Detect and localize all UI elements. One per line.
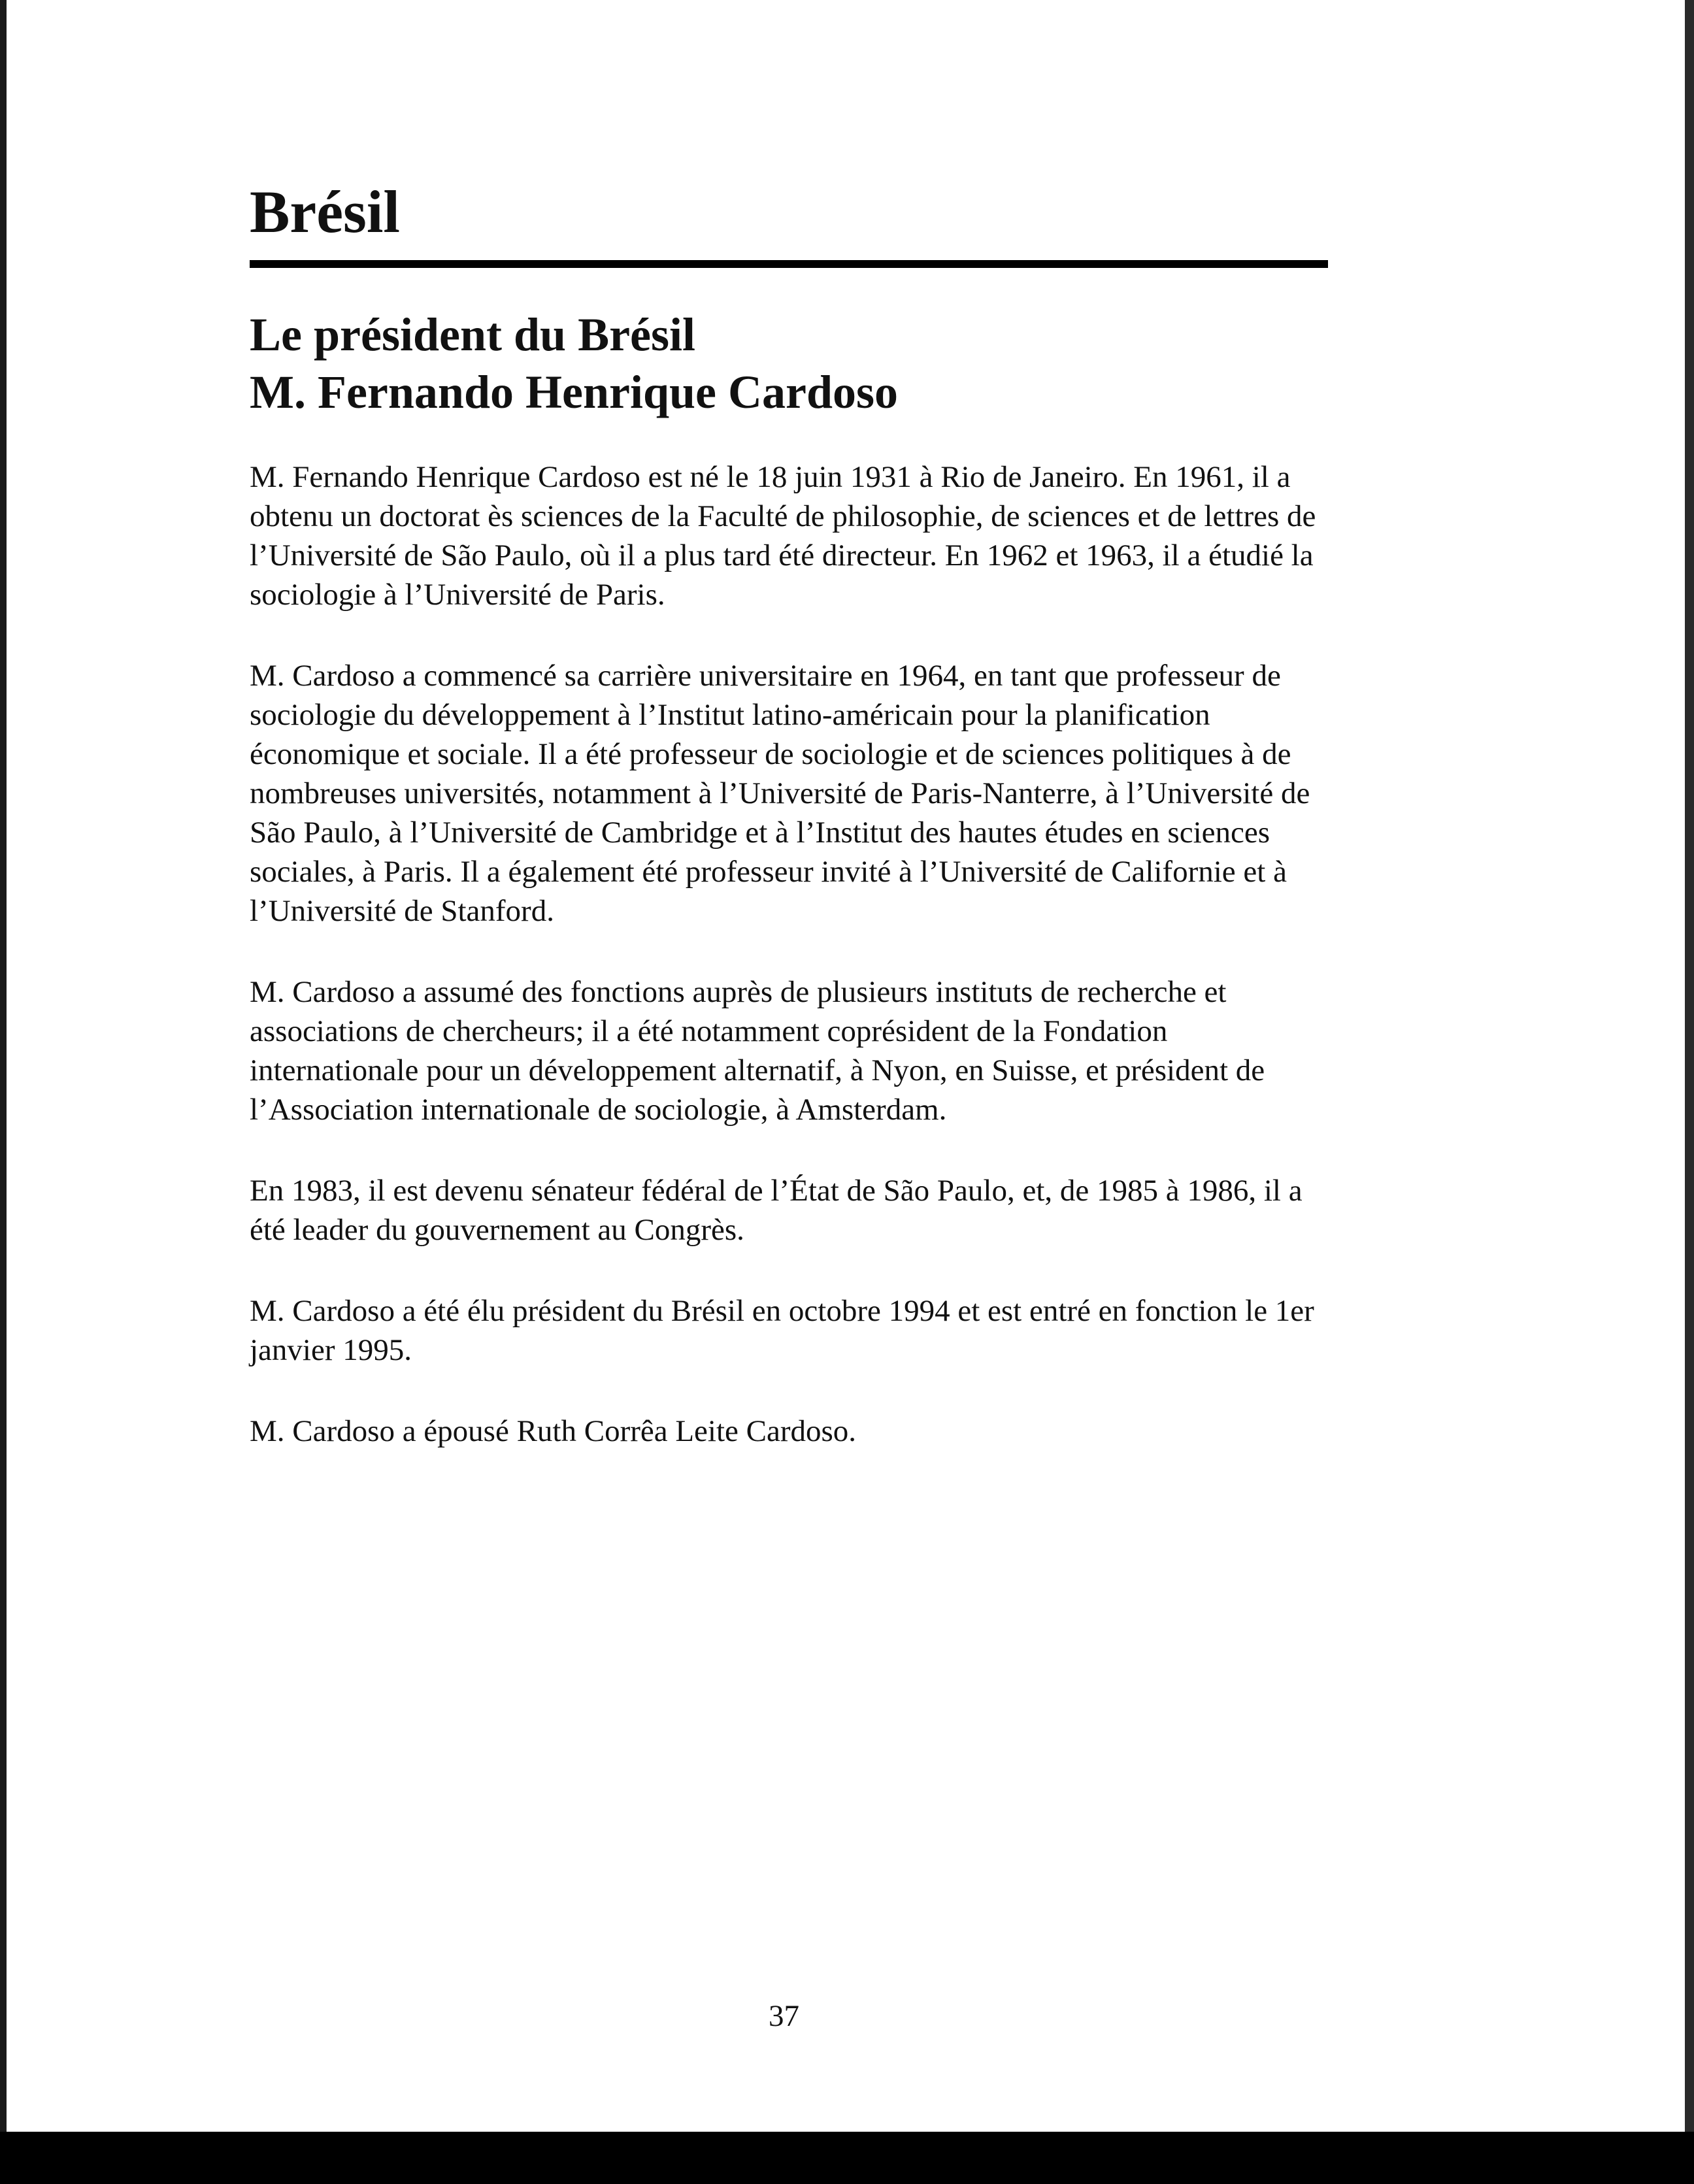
- heading: [250, 306, 898, 421]
- page-number: 37: [769, 1999, 799, 2033]
- heading-line-1: Le président du Brésil: [250, 308, 696, 361]
- title-rule: [250, 260, 1328, 268]
- body-text: [250, 457, 1335, 1493]
- section-title: Brésil: [250, 178, 400, 245]
- paragraph-research-roles: M. Cardoso a assumé des fonctions auprès de plusieurs instituts de recherche et associations de chercheurs; il a été notamment coprésident de la Fondation internationale pour un développement alternatif, à Nyon, en Suisse, et président de l’Association internationale de sociologie, à Amsterdam.: [250, 975, 1265, 1127]
- paragraph-academic-career: M. Cardoso a commencé sa carrière universitaire en 1964, en tant que professeur de sociologie du développement à l’Institut latino-américain pour la planification économique et sociale. Il a été professeur de sociologie et de sciences politiques à de nombreuses universités, notamment à l’Université de Paris-Nanterre, à l’Université de São Paulo, à l’Université de Cambridge et à l’Institut des hautes études en sciences sociales, à Paris. Il a également été professeur invité à l’Université de Californie et à l’Université de Stanford.: [250, 659, 1310, 928]
- paragraph-spouse: M. Cardoso a épousé Ruth Corrêa Leite Cardoso.: [250, 1414, 857, 1448]
- paragraph-senate: En 1983, il est devenu sénateur fédéral de l’État de São Paulo, et, de 1985 à 1986, il a été leader du gouvernement au Congrès.: [250, 1174, 1303, 1247]
- paragraph-presidency: M. Cardoso a été élu président du Brésil en octobre 1994 et est entré en fonction le 1er janvier 1995.: [250, 1294, 1314, 1367]
- scan-edge-right: [1685, 0, 1694, 2184]
- paragraph-birth-education: M. Fernando Henrique Cardoso est né le 18 juin 1931 à Rio de Janeiro. En 1961, il a obtenu un doctorat ès sciences de la Faculté de philosophie, de sciences et de lettres de l’Université de São Paulo, où il a plus tard été directeur. En 1962 et 1963, il a étudié la sociologie à l’Université de Paris.: [250, 460, 1316, 612]
- scan-edge-left: [0, 0, 7, 2184]
- heading-line-2: M. Fernando Henrique Cardoso: [250, 366, 899, 418]
- scan-edge-bottom: [0, 2132, 1694, 2184]
